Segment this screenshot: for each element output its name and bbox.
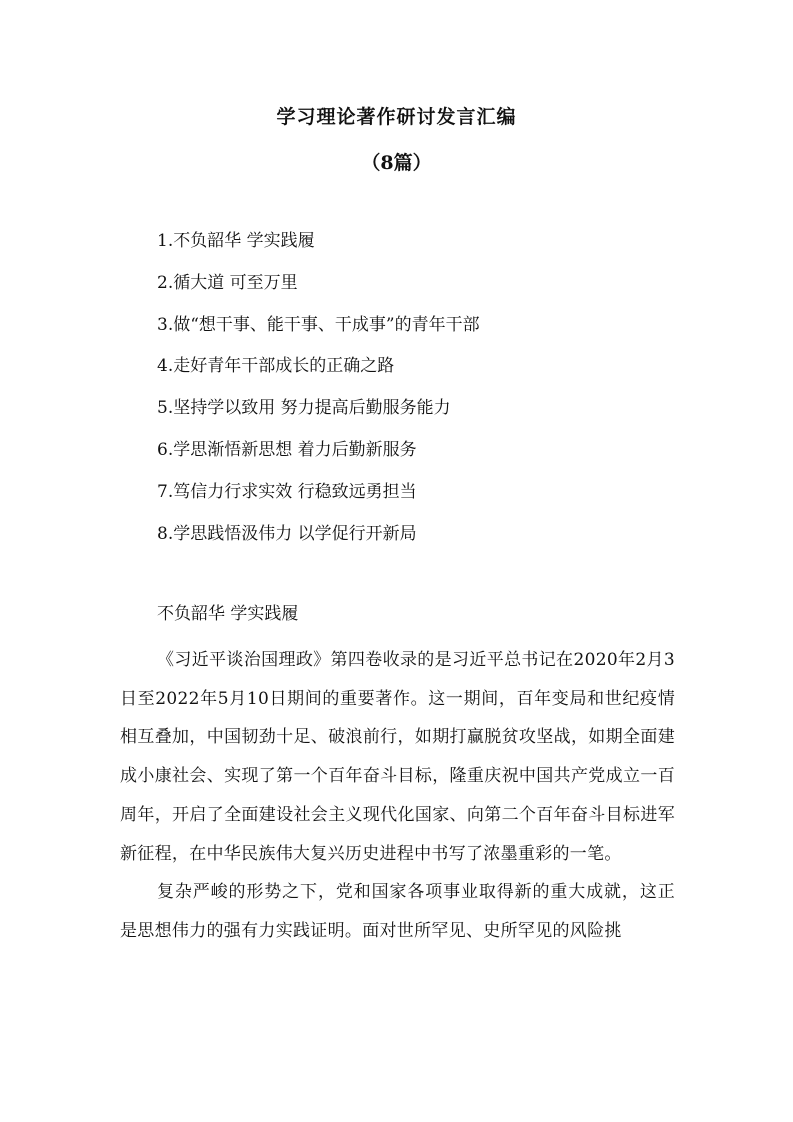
toc-item: 7.笃信力行求实效 行稳致远勇担当: [157, 481, 417, 502]
section-heading: 不负韶华 学实践履: [157, 604, 299, 624]
paragraph: 《习近平谈治国理政》第四卷收录的是习近平总书记在2020年2月3日至2022年5月10日期间的重要著作。这一期间，百年变局和世纪疫情相互叠加，中国韧劲十足、破浪前行，如期打赢脱贫攻坚战，如期全面建成小康社会、实现了第一个百年奋斗目标，隆重庆祝中国共产党成立一百周年，开启了全面建设社会主义现代化国家、向第二个百年奋斗目标进军新征程，在中华民族伟大复兴历史进程中书写了浓墨重彩的一笔。: [120, 650, 675, 864]
document-subtitle: （8篇）: [361, 152, 432, 174]
table-of-contents: [157, 227, 480, 561]
toc-item: 2.循大道 可至万里: [157, 272, 298, 293]
document-title: 学习理论著作研讨发言汇编: [276, 106, 517, 128]
toc-item: 5.坚持学以致用 努力提高后勤服务能力: [157, 398, 451, 419]
toc-item: 6.学思渐悟新思想 着力后勤新服务: [157, 439, 417, 460]
body-text: [120, 641, 675, 951]
paragraph: 复杂严峻的形势之下，党和国家各项事业取得新的重大成就，这正是思想伟力的强有力实践证明。面对世所罕见、史所罕见的风险挑: [120, 882, 675, 941]
toc-item: 8.学思践悟汲伟力 以学促行开新局: [157, 523, 417, 544]
toc-item: 1.不负韶华 学实践履: [157, 231, 315, 251]
toc-item: 4.走好青年干部成长的正确之路: [157, 356, 395, 377]
toc-item: 3.做“想干事、能干事、干成事”的青年干部: [157, 314, 480, 335]
